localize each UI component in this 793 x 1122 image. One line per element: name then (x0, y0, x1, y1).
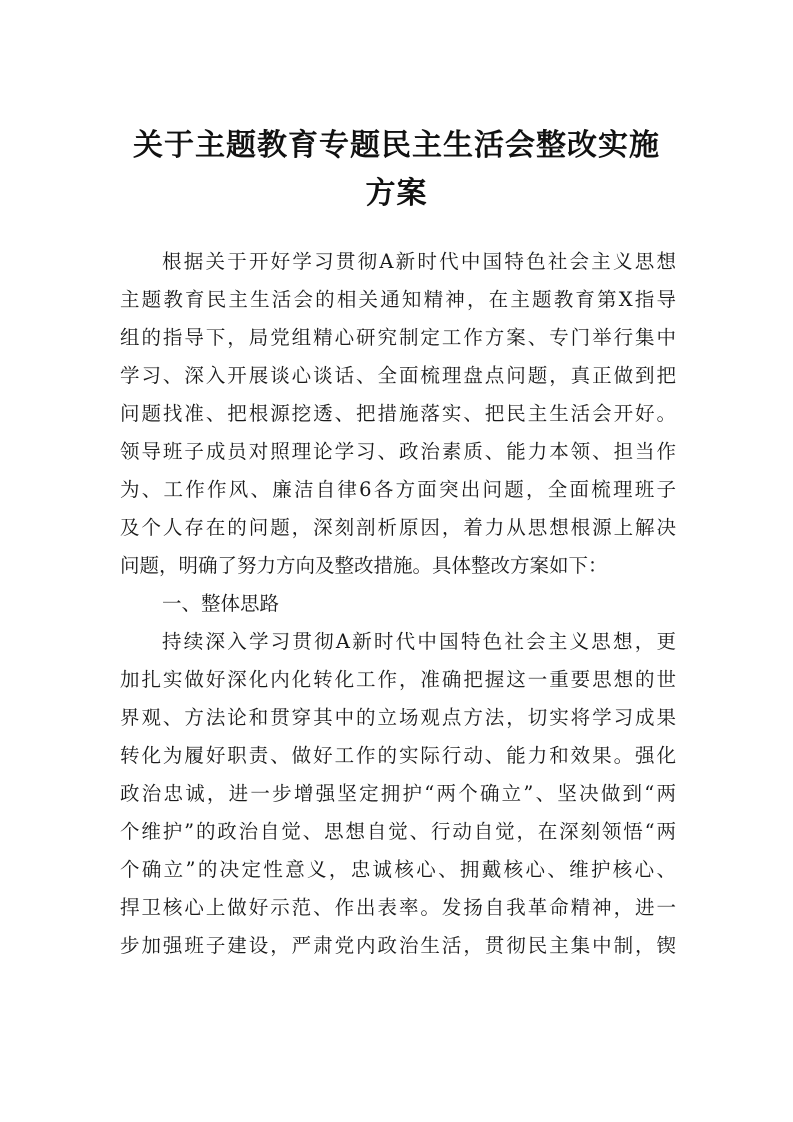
paragraph-line: 根据关于开好学习贯彻A新时代中国特色社会主义思想 (162, 250, 676, 273)
document-body (120, 243, 676, 965)
paragraph-line: 持续深入学习贯彻A新时代中国特色社会主义思想，更 (162, 630, 676, 653)
paragraph-line: 个维护”的政治自觉、思想自觉、行动自觉，在深刻领悟“两 (120, 820, 676, 843)
paragraph-line: 学习、深入开展谈心谈话、全面梳理盘点问题，真正做到把 (120, 364, 676, 387)
paragraph-line: 领导班子成员对照理论学习、政治素质、能力本领、担当作 (120, 440, 676, 463)
paragraph-line: 步加强班子建设，严肃党内政治生活，贯彻民主集中制，锲 (120, 934, 676, 957)
paragraph-line: 政治忠诚，进一步增强坚定拥护“两个确立”、坚决做到“两 (120, 782, 676, 805)
paragraph-line: 捍卫核心上做好示范、作出表率。发扬自我革命精神，进一 (120, 896, 676, 919)
paragraph-line: 个确立”的决定性意义，忠诚核心、拥戴核心、维护核心、 (120, 858, 676, 881)
paragraph-line: 界观、方法论和贯穿其中的立场观点方法，切实将学习成果 (120, 706, 676, 729)
section-heading: 一、整体思路 (162, 592, 280, 615)
paragraph-line: 问题找准、把根源挖透、把措施落实、把民主生活会开好。 (120, 402, 676, 425)
paragraph-line: 加扎实做好深化内化转化工作，准确把握这一重要思想的世 (120, 668, 676, 691)
paragraph-line: 及个人存在的问题，深刻剖析原因，着力从思想根源上解决 (120, 516, 676, 539)
paragraph-line: 主题教育民主生活会的相关通知精神，在主题教育第X指导 (120, 288, 676, 311)
paragraph-line: 问题，明确了努力方向及整改措施。具体整改方案如下： (120, 554, 608, 577)
paragraph-line: 转化为履好职责、做好工作的实际行动、能力和效果。强化 (120, 744, 676, 767)
document-title: 关于主题教育专题民主生活会整改实施方案 (133, 128, 660, 211)
paragraph-line: 组的指导下，局党组精心研究制定工作方案、专门举行集中 (120, 326, 676, 349)
paragraph-line: 为、工作作风、廉洁自律6各方面突出问题，全面梳理班子 (120, 478, 676, 501)
